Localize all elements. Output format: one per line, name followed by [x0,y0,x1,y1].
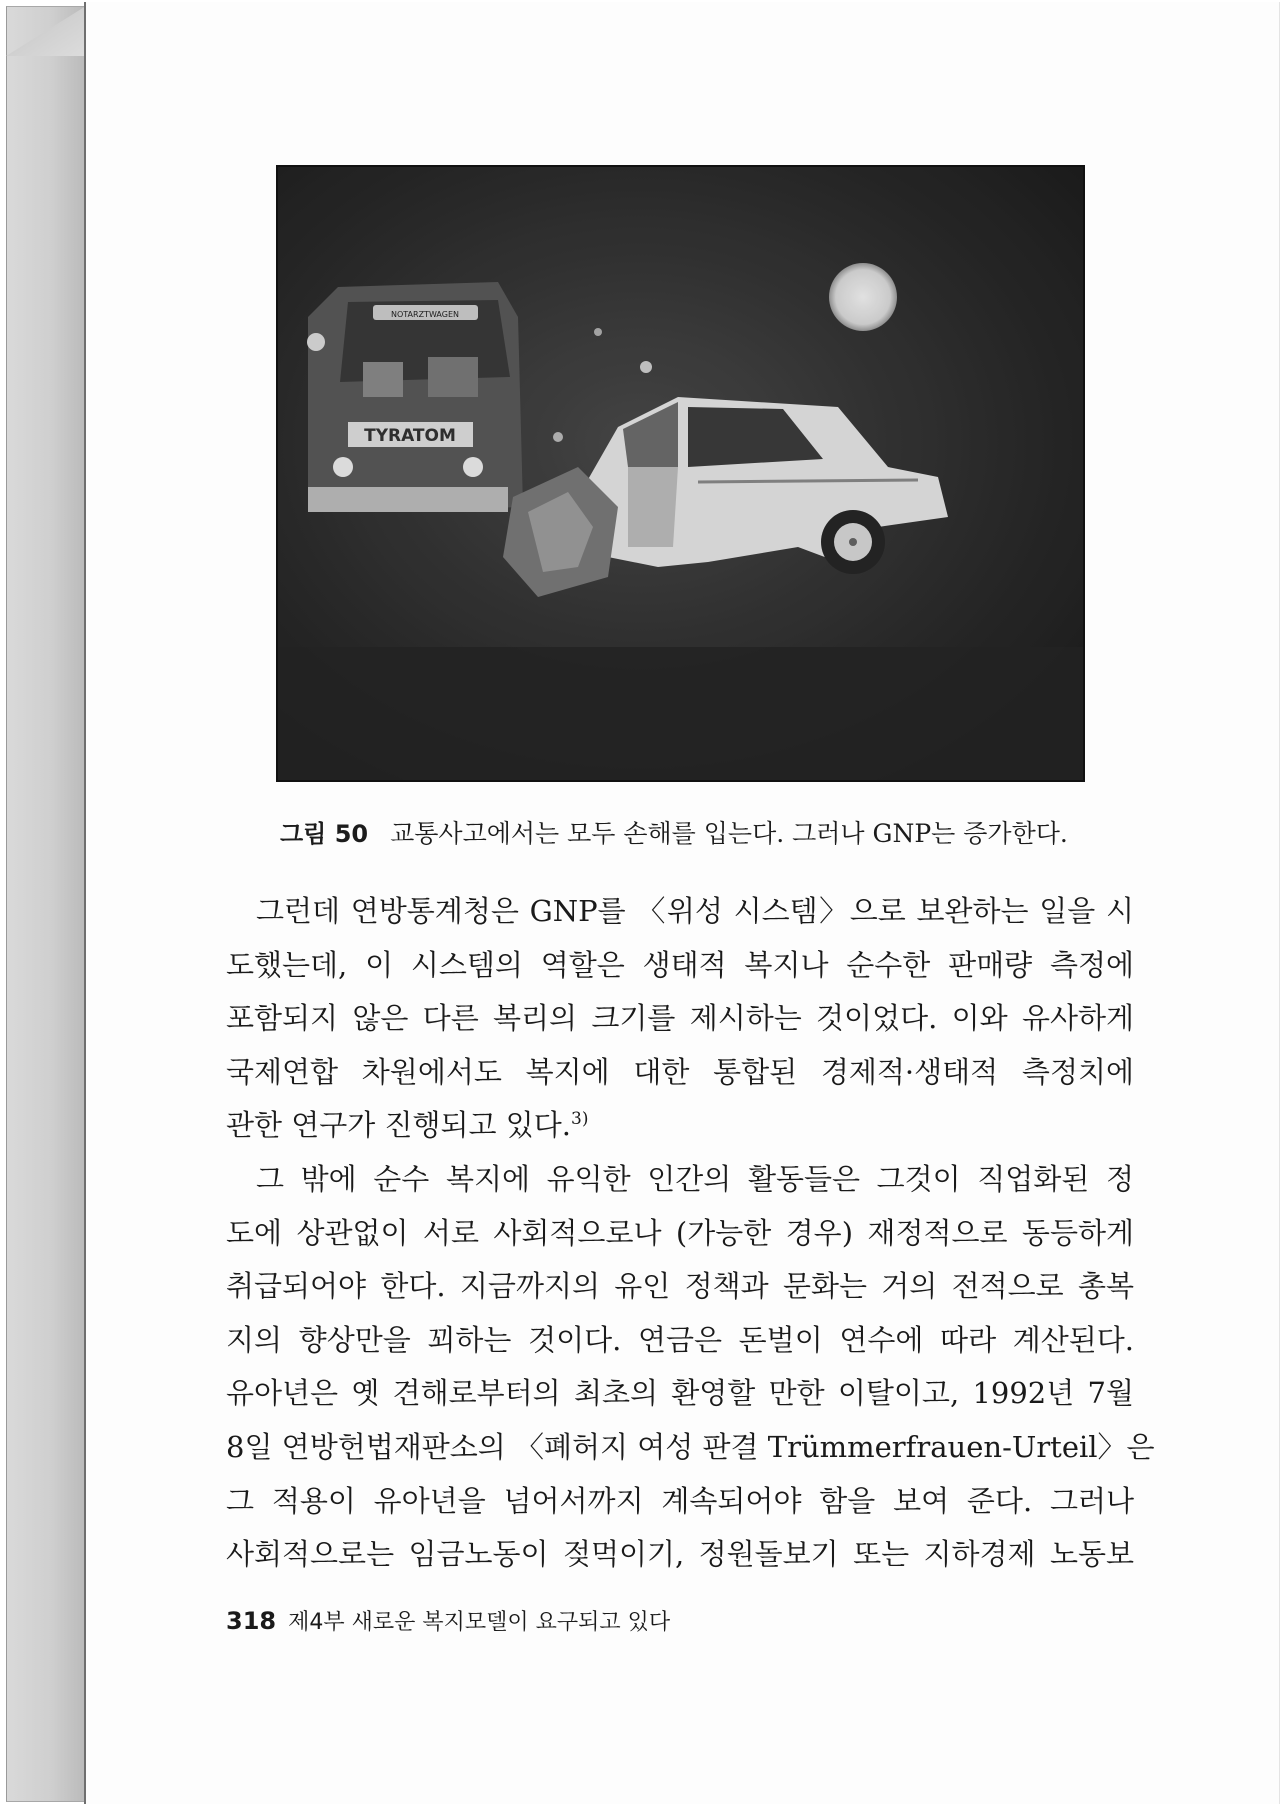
book-page [84,2,1280,1804]
text-line: 포함되지 않은 다른 복리의 크기를 제시하는 것이었다. 이와 유사하게 [226,1001,1134,1036]
figure-caption [280,814,1068,850]
photo-grain-overlay [278,167,1083,780]
ambulance-front-sign: TYRATOM [364,426,456,446]
text-line: 관한 연구가 진행되고 있다. [226,1108,572,1143]
paragraph-1 [226,885,1134,1153]
text-line: 지의 향상만을 꾀하는 것이다. 연금은 돈벌이 연수에 따라 계산된다. [226,1322,1134,1357]
accident-photo [276,165,1085,782]
accident-photo-drawing [278,167,1083,780]
body-text [226,885,1155,1582]
page-number: 318 [226,1607,277,1635]
text-line: 그 적용이 유아년을 넘어서까지 계속되어야 함을 보여 준다. 그러나 [226,1483,1134,1518]
text-line: 취급되어야 한다. 지금까지의 유인 정책과 문화는 거의 전적으로 총복 [226,1269,1134,1304]
text-line: 도했는데, 이 시스템의 역할은 생태적 복지나 순수한 판매량 측정에 [226,947,1134,982]
text-line: 국제연합 차원에서도 복지에 대한 통합된 경제적·생태적 측정치에 [226,1054,1134,1089]
page-footer [226,1605,670,1636]
running-title: 제4부 새로운 복지모델이 요구되고 있다 [288,1610,671,1635]
text-line: 사회적으로는 임금노동이 젖먹이기, 정원돌보기 또는 지하경제 노동보 [226,1537,1134,1572]
text-line-last [226,1099,1134,1153]
footnote-marker[interactable]: 3) [571,1109,589,1130]
book-spine [6,6,87,1802]
text-line: 유아년은 옛 견해로부터의 최초의 환영할 만한 이탈이고, 1992년 7월 [226,1376,1134,1411]
paragraph-2 [226,1153,1155,1582]
ambulance-top-sign: NOTARZTWAGEN [391,310,459,319]
text-line: 8일 연방헌법재판소의 〈폐허지 여성 판결 Trümmerfrauen-Urteil〉은 [226,1429,1155,1464]
figure-caption-label: 그림 50 [280,820,369,848]
text-line: 그런데 연방통계청은 GNP를 〈위성 시스템〉으로 보완하는 일을 시 [256,894,1134,928]
text-line: 그 밖에 순수 복지에 유익한 인간의 활동들은 그것이 직업화된 정 [256,1161,1134,1196]
figure-caption-text: 교통사고에서는 모두 손해를 입는다. 그러나 GNP는 증가한다. [390,819,1068,848]
text-line: 도에 상관없이 서로 사회적으로나 (가능한 경우) 재정적으로 동등하게 [226,1215,1134,1250]
